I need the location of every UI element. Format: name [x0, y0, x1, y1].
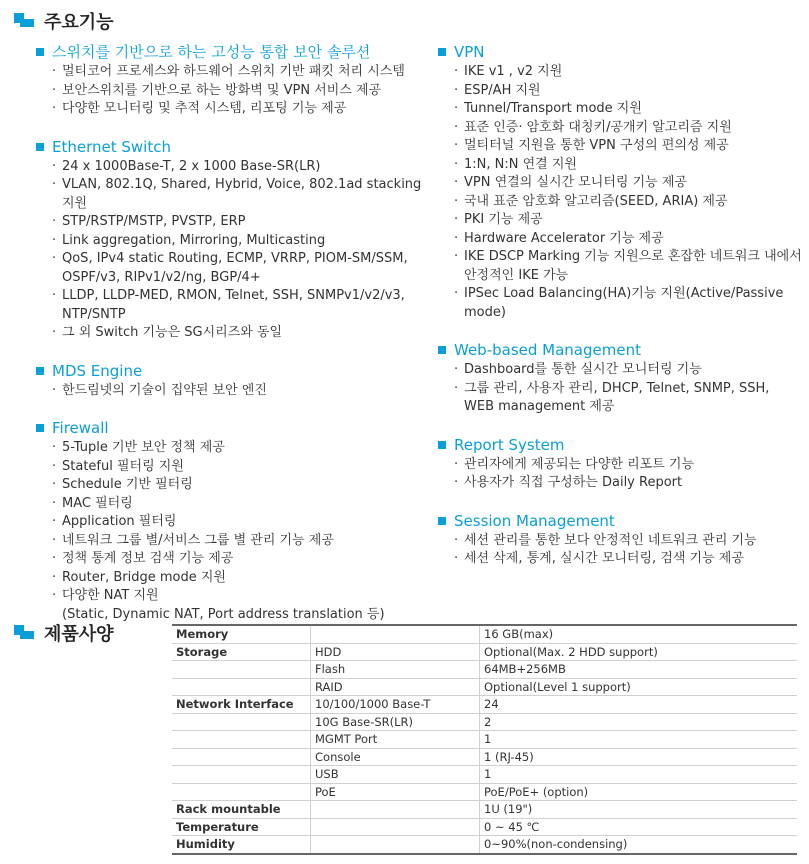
- feature-group-title: Ethernet Switch: [52, 137, 171, 156]
- feature-group-title: MDS Engine: [52, 361, 143, 380]
- square-bullet-icon: [36, 367, 44, 375]
- spec-row: [172, 643, 797, 661]
- spec-item: PoE: [311, 783, 480, 801]
- feature-item: · QoS, IPv4 static Routing, ECMP, VRRP, PIOM-SM/SSM, OSPF/v3, RIPv1/v2/ng, BGP/4+: [52, 250, 436, 287]
- feature-group: [438, 340, 809, 417]
- feature-group-title: Firewall: [52, 419, 109, 437]
- feature-list: [438, 532, 809, 569]
- square-bullet-icon: [438, 441, 446, 449]
- feature-item: · 국내 표준 암호화 알고리즘(SEED, ARIA) 제공: [454, 193, 809, 212]
- square-bullet-icon: [36, 424, 44, 432]
- feature-group-title: VPN: [454, 43, 485, 61]
- feature-item: · 정책 통계 정보 검색 기능 제공: [52, 550, 436, 569]
- spec-row: [172, 696, 797, 714]
- spec-value: 24: [480, 696, 798, 714]
- spec-row: [172, 766, 797, 784]
- feature-item: · 관리자에게 제공되는 다양한 리포트 기능: [454, 456, 809, 475]
- spec-category: Storage: [172, 643, 311, 661]
- spec-category: Network Interface: [172, 696, 311, 714]
- spec-row: [172, 836, 797, 854]
- feature-item: · 네트워크 그룹 별/서비스 그룹 별 관리 기능 제공: [52, 532, 436, 551]
- feature-item: · Application 필터링: [52, 513, 436, 532]
- feature-item: · 그 외 Switch 기능은 SG시리즈와 동일: [52, 324, 436, 343]
- feature-list: [438, 361, 809, 417]
- feature-item: · Dashboard를 통한 실시간 모니터링 기능: [454, 361, 809, 380]
- feature-item: · 한드림넷의 기술이 집약된 보안 엔진: [52, 382, 436, 401]
- feature-item: · VLAN, 802.1Q, Shared, Hybrid, Voice, 802.1ad stacking 지원: [52, 176, 436, 213]
- feature-item: · Link aggregation, Mirroring, Multicasting: [52, 232, 436, 251]
- feature-item: · 다양한 모니터링 및 추적 시스템, 리포팅 기능 제공: [52, 100, 436, 119]
- spec-value: 16 GB(max): [480, 625, 798, 643]
- spec-row: [172, 661, 797, 679]
- feature-item: · 1:N, N:N 연결 지원: [454, 156, 809, 175]
- spec-value: 2: [480, 713, 798, 731]
- spec-item: USB: [311, 766, 480, 784]
- feature-item: · 세션 삭제, 통계, 실시간 모니터링, 검색 기능 제공: [454, 550, 809, 569]
- spec-category: [172, 661, 311, 679]
- spec-item: [311, 818, 480, 836]
- feature-group-title: 스위치를 기반으로 하는 고성능 통합 보안 솔루션: [52, 43, 371, 61]
- spec-row: [172, 625, 797, 643]
- feature-group-heading: [438, 340, 809, 360]
- feature-item: · 표준 인증· 암호화 대칭키/공개키 알고리즘 지원: [454, 119, 809, 138]
- spec-row: [172, 818, 797, 836]
- feature-item: · 다양한 NAT 지원 (Static, Dynamic NAT, Port address translation 등): [52, 587, 436, 624]
- feature-group-heading: [438, 511, 809, 531]
- spec-item: [311, 801, 480, 819]
- feature-item: · 세션 관리를 통한 보다 안정적인 네트워크 관리 기능: [454, 532, 809, 551]
- spec-value: 1 (RJ-45): [480, 748, 798, 766]
- feature-item: · 5-Tuple 기반 보안 정책 제공: [52, 439, 436, 458]
- spec-item: Console: [311, 748, 480, 766]
- feature-item: · 사용자가 직접 구성하는 Daily Report: [454, 474, 809, 493]
- feature-item: · 멀티코어 프로세스와 하드웨어 스위치 기반 패킷 처리 시스템: [52, 63, 436, 82]
- feature-item: · STP/RSTP/MSTP, PVSTP, ERP: [52, 213, 436, 232]
- spec-item: HDD: [311, 643, 480, 661]
- feature-item: · 그룹 관리, 사용자 관리, DHCP, Telnet, SNMP, SSH, WEB management 제공: [454, 380, 809, 417]
- spec-item: MGMT Port: [311, 731, 480, 749]
- feature-list: [438, 456, 809, 493]
- spec-value: Optional(Max. 2 HDD support): [480, 643, 798, 661]
- spec-value: 0 ~ 45 ℃: [480, 818, 798, 836]
- feature-list: [36, 63, 436, 119]
- square-bullet-icon: [438, 517, 446, 525]
- feature-list: [36, 382, 436, 401]
- spec-item: Flash: [311, 661, 480, 679]
- feature-group: [438, 435, 809, 493]
- spec-value: 1U (19"): [480, 801, 798, 819]
- spec-category: Humidity: [172, 836, 311, 854]
- spec-category: [172, 766, 311, 784]
- spec-value: Optional(Level 1 support): [480, 678, 798, 696]
- feature-group: [36, 42, 436, 119]
- spec-category: [172, 748, 311, 766]
- spec-value: PoE/PoE+ (option): [480, 783, 798, 801]
- feature-group: [36, 137, 436, 343]
- spec-item: 10/100/1000 Base-T: [311, 696, 480, 714]
- spec-category: [172, 713, 311, 731]
- spec-item: RAID: [311, 678, 480, 696]
- feature-group-heading: [438, 42, 809, 62]
- spec-item: [311, 625, 480, 643]
- feature-group: [36, 361, 436, 401]
- feature-item: · 24 x 1000Base-T, 2 x 1000 Base-SR(LR): [52, 158, 436, 177]
- feature-group-heading: [438, 435, 809, 455]
- feature-item: · Stateful 필터링 지원: [52, 458, 436, 477]
- feature-group: [438, 511, 809, 569]
- feature-item: · VPN 연결의 실시간 모니터링 기능 제공: [454, 174, 809, 193]
- spec-category: Temperature: [172, 818, 311, 836]
- spec-category: [172, 731, 311, 749]
- feature-group-heading: [36, 418, 436, 438]
- feature-group: [36, 418, 436, 624]
- square-bullet-icon: [438, 346, 446, 354]
- spec-row: [172, 748, 797, 766]
- specs-title-text: 제품사양: [44, 624, 114, 645]
- feature-item: · Tunnel/Transport mode 지원: [454, 100, 809, 119]
- spec-row: [172, 713, 797, 731]
- spec-row: [172, 731, 797, 749]
- feature-item: · IPSec Load Balancing(HA)기능 지원(Active/Passive mode): [454, 285, 809, 322]
- spec-row: [172, 801, 797, 819]
- feature-group-title: Report System: [454, 435, 565, 454]
- features-title-text: 주요기능: [44, 12, 114, 33]
- spec-item: [311, 836, 480, 854]
- feature-list: [36, 439, 436, 624]
- feature-item: · PKI 기능 제공: [454, 211, 809, 230]
- left-feature-column: [36, 42, 436, 642]
- section-marker-icon: [14, 13, 36, 29]
- feature-group: [438, 42, 809, 322]
- spec-category: [172, 783, 311, 801]
- feature-group-title: Web-based Management: [454, 341, 641, 359]
- feature-item: · 멀티터널 지원을 통한 VPN 구성의 편의성 제공: [454, 137, 809, 156]
- right-feature-column: [438, 42, 809, 587]
- square-bullet-icon: [36, 48, 44, 56]
- spec-row: [172, 783, 797, 801]
- feature-item: · IKE DSCP Marking 기능 지원으로 혼잡한 네트워크 내에서 안정적인 IKE 가능: [454, 248, 809, 285]
- feature-item: · Schedule 기반 필터링: [52, 476, 436, 495]
- feature-item: · MAC 필터링: [52, 495, 436, 514]
- feature-item: · ESP/AH 지원: [454, 82, 809, 101]
- square-bullet-icon: [36, 143, 44, 151]
- feature-group-heading: [36, 137, 436, 157]
- spec-item: 10G Base-SR(LR): [311, 713, 480, 731]
- section-marker-icon: [14, 625, 36, 641]
- feature-group-heading: [36, 361, 436, 381]
- feature-item: · 보안스위치를 기반으로 하는 방화벽 및 VPN 서비스 제공: [52, 82, 436, 101]
- feature-item: · Router, Bridge mode 지원: [52, 569, 436, 588]
- spec-category: Memory: [172, 625, 311, 643]
- feature-item: · IKE v1 , v2 지원: [454, 63, 809, 82]
- spec-category: [172, 678, 311, 696]
- feature-group-title: Session Management: [454, 511, 615, 530]
- spec-table: [172, 624, 797, 855]
- feature-list: [36, 158, 436, 343]
- specs-section-title: [14, 620, 114, 646]
- spec-value: 1: [480, 731, 798, 749]
- feature-item: · Hardware Accelerator 기능 제공: [454, 230, 809, 249]
- square-bullet-icon: [438, 48, 446, 56]
- spec-row: [172, 678, 797, 696]
- spec-value: 0~90%(non-condensing): [480, 836, 798, 854]
- spec-value: 1: [480, 766, 798, 784]
- feature-group-heading: [36, 42, 436, 62]
- spec-category: Rack mountable: [172, 801, 311, 819]
- feature-item: · LLDP, LLDP-MED, RMON, Telnet, SSH, SNMPv1/v2/v3, NTP/SNTP: [52, 287, 436, 324]
- spec-value: 64MB+256MB: [480, 661, 798, 679]
- feature-list: [438, 63, 809, 322]
- features-section-title: [14, 8, 114, 34]
